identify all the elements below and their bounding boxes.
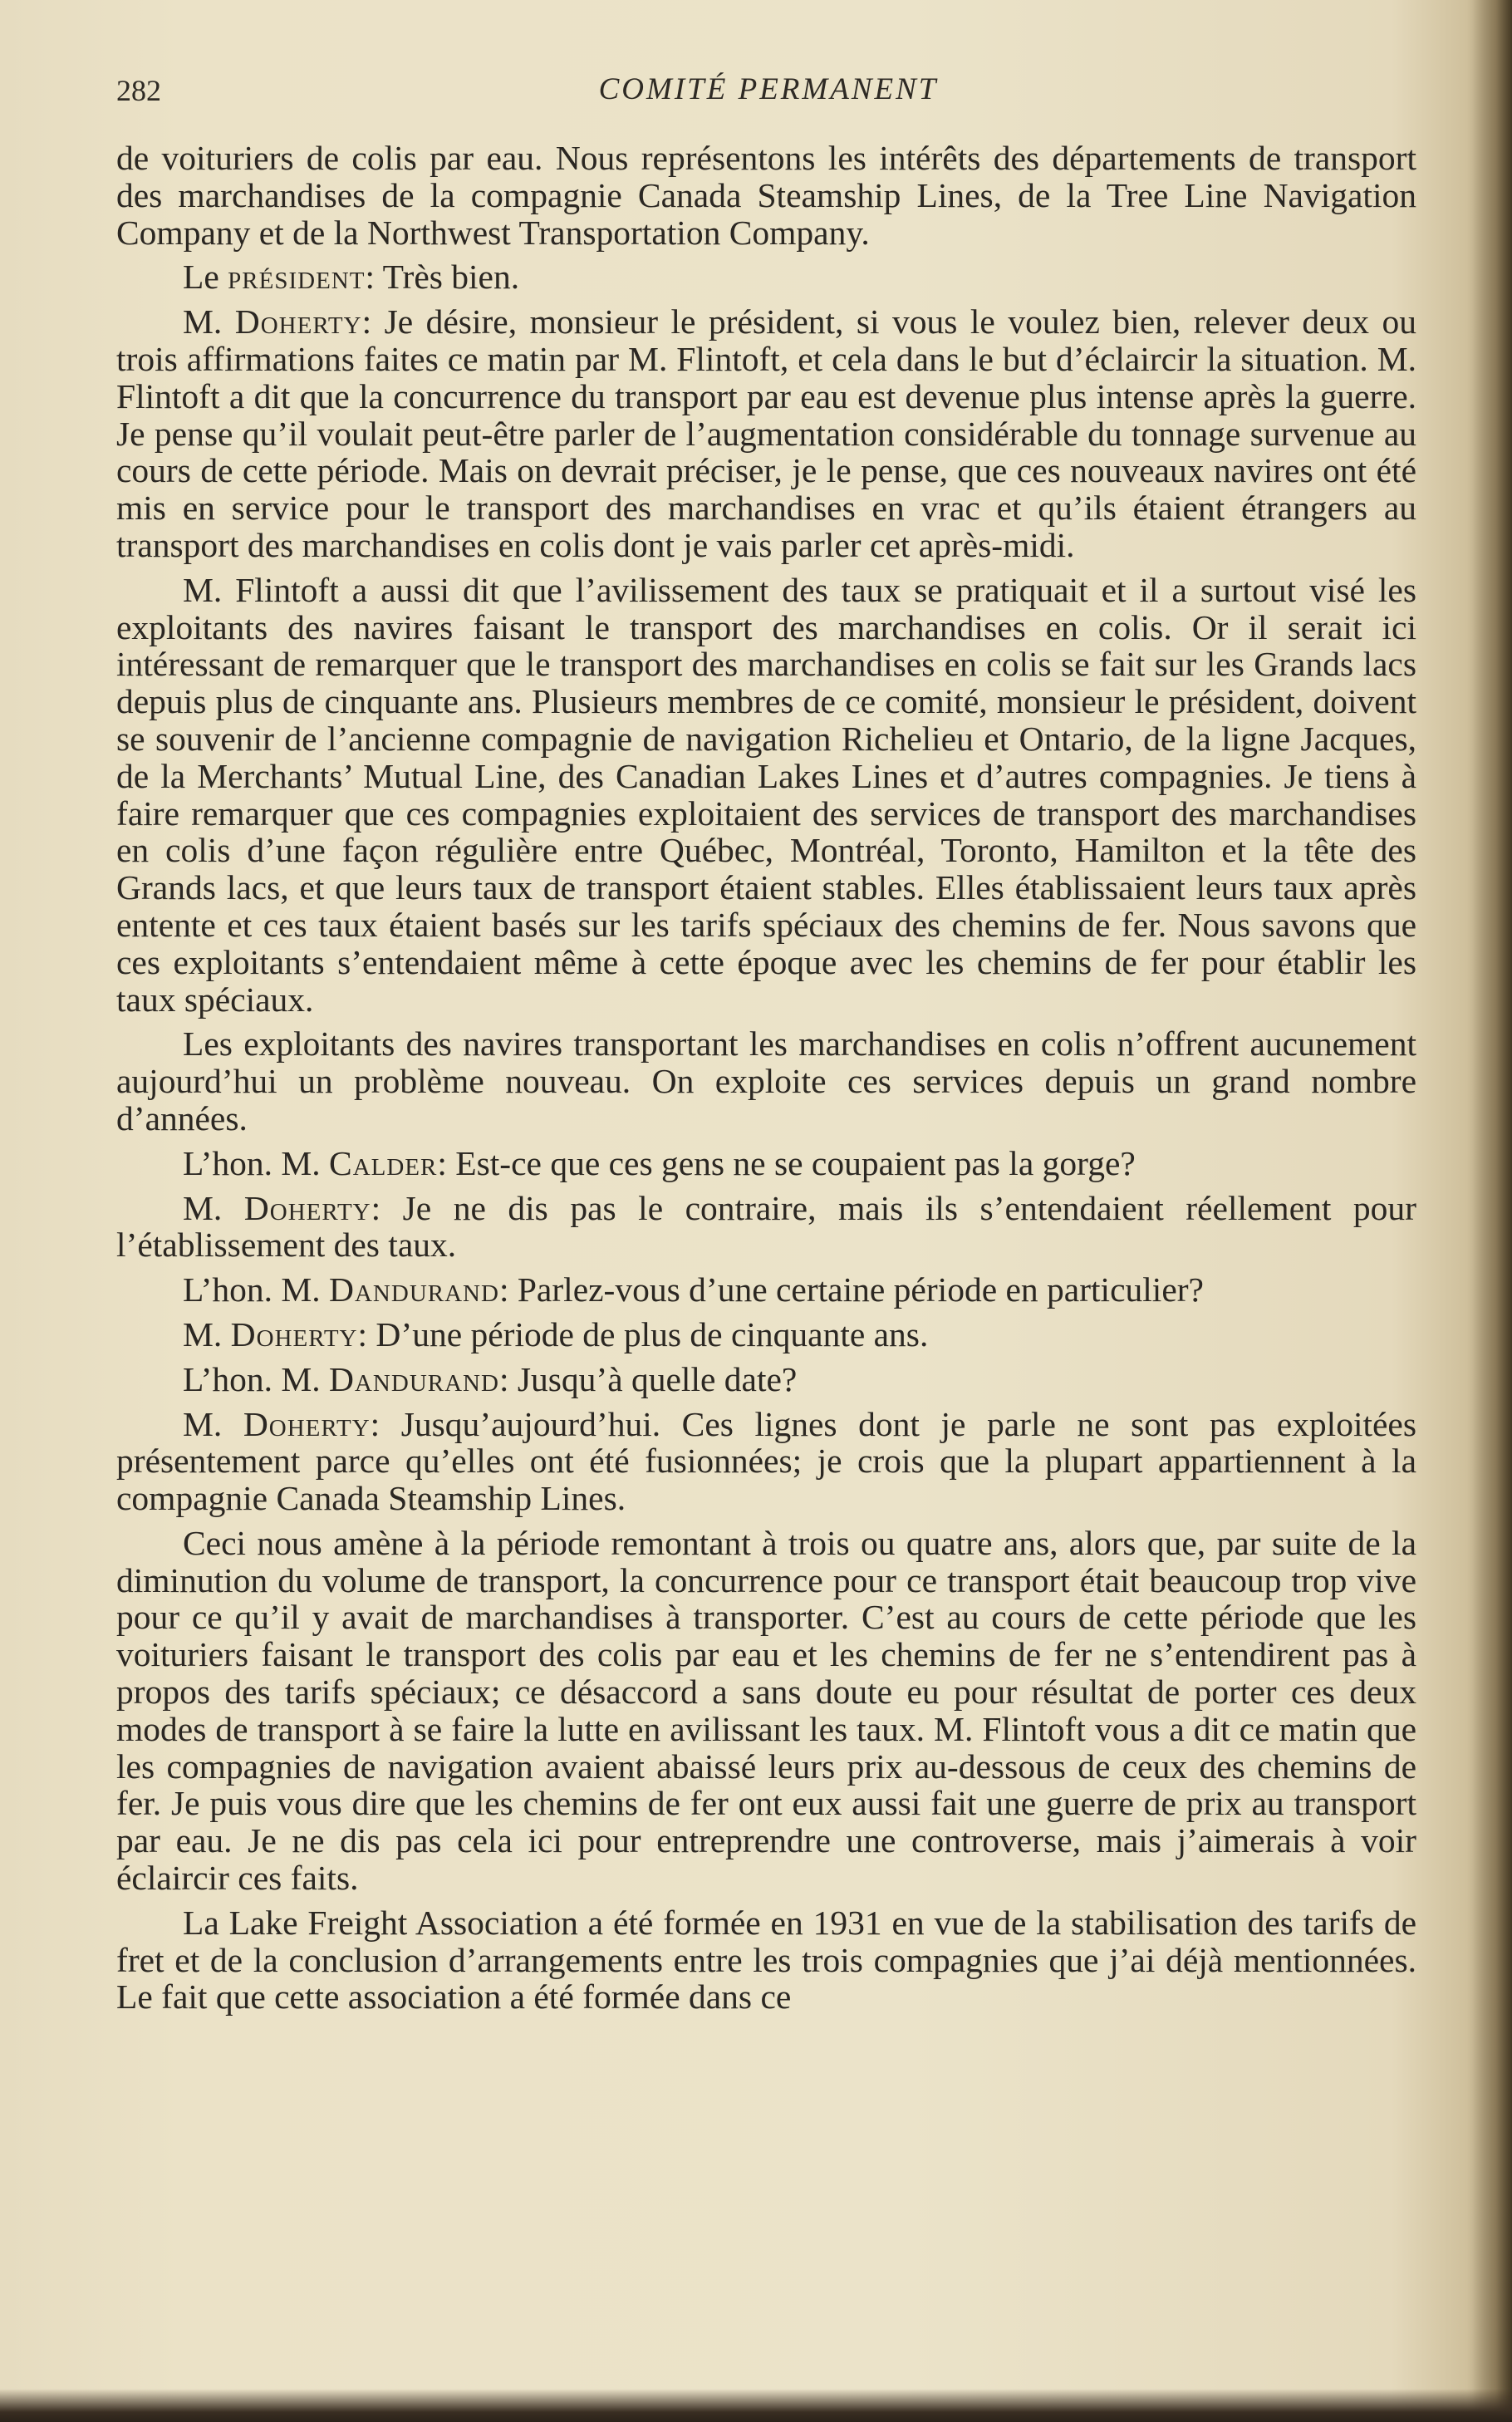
speaker-name: Doherty (243, 1188, 371, 1227)
dialogue-paragraph (116, 1145, 1416, 1182)
paragraph-text: Ceci nous amène à la période remontant à trois ou quatre ans, alors que, par suite de la diminution du volume de transport, la concurrence pour ce transport était beaucoup trop vive pour ce qu’il y avait de marchandises à transporter. C’est au cours de cette période que les voituriers faisant le transport des colis par eau et les chemins de fer ne s’entendirent pas à propos des tarifs spéciaux; ce désaccord a sans doute eu pour résultat de porter ces deux modes de transport à se faire la lutte en avilissant les taux. M. Flintoft vous a dit ce matin que les compagnies de navigation avaient abaissé leurs prix au-dessous de ceux des chemins de fer. Je puis vous dire que les chemins de fer ont eux aussi fait une guerre de prix au transport par eau. Je ne dis pas cela ici pour entreprendre une controverse, mais j’aimerais à voir éclaircir ces faits. (116, 1523, 1416, 1898)
page-header (116, 70, 1421, 120)
speaker-prefix: M. (183, 1404, 243, 1443)
dialogue-paragraph (116, 1271, 1416, 1309)
paragraph (116, 140, 1416, 251)
speaker-name: Doherty (243, 1404, 371, 1443)
paragraph-text: : Parlez-vous d’une certaine période en particulier? (498, 1270, 1204, 1309)
dialogue-paragraph (116, 258, 1416, 296)
paragraph-text: : Je désire, monsieur le président, si vous le voulez bien, relever deux ou trois affirmations faites ce matin par M. Flintoft, et cela dans le but d’éclaircir la situation. M. Flintoft a dit que la concurrence du transport par eau est devenue plus intense après la guerre. Je pense qu’il voulait peut-être parler de l’augmentation considérable du tonnage survenue au cours de cette période. Mais on devrait préciser, je le pense, que ces nouveaux navires ont été mis en service pour le transport des marchandises en vrac et qu’ils étaient étrangers au transport des marchandises en colis dont je vais parler cet après-midi. (116, 302, 1416, 564)
speaker-prefix: M. (183, 1314, 231, 1353)
speaker-name: Doherty (230, 1314, 358, 1353)
dialogue-paragraph (116, 1190, 1416, 1265)
speaker-prefix: L’hon. M. (183, 1143, 330, 1182)
paragraph (116, 572, 1416, 1019)
body-text (116, 140, 1416, 2023)
paragraph-text: : Jusqu’aujourd’hui. Ces lignes dont je parle ne sont pas exploitées présentement parce qu’elles ont été fusionnées; je crois que la plupart appartiennent à la compagnie Canada Steamship Lines. (116, 1404, 1416, 1518)
speaker-name: Dandurand (329, 1359, 499, 1398)
paragraph-text: Les exploitants des navires transportant les marchandises en colis n’offrent aucunement aujourd’hui un problème nouveau. On exploite ces services depuis un grand nombre d’années. (116, 1024, 1416, 1137)
paragraph-text: : Très bien. (365, 258, 520, 297)
paragraph (116, 1025, 1416, 1137)
speaker-name: Calder (329, 1143, 438, 1182)
paragraph-text: : Est-ce que ces gens ne se coupaient pas la gorge? (437, 1143, 1136, 1182)
scan-bottom-border (0, 2389, 1512, 2422)
speaker-prefix: L’hon. M. (183, 1270, 330, 1309)
paragraph-text: La Lake Freight Association a été formée en 1931 en vue de la stabilisation des tarifs de fret et de la conclusion d’arrangements entre les trois compagnies que j’ai déjà mentionnées. Le fait que cette association a été formée dans ce (116, 1903, 1416, 2017)
speaker-name: président (228, 258, 366, 297)
paragraph (116, 1904, 1416, 2016)
running-title: COMITÉ PERMANENT (598, 72, 939, 106)
dialogue-paragraph (116, 1316, 1416, 1353)
speaker-prefix: Le (183, 258, 228, 297)
page-number: 282 (116, 74, 161, 107)
paragraph-text: : D’une période de plus de cinquante ans. (357, 1314, 929, 1353)
paragraph-text: M. Flintoft a aussi dit que l’avilissement des taux se pratiquait et il a surtout visé les exploitants des navires faisant le transport des marchandises en colis. Or il serait ici intéressant de remarquer que le transport des marchandises en colis se fait sur les Grands lacs depuis plus de cinquante ans. Plusieurs membres de ce comité, monsieur le président, doivent se souvenir de l’ancienne compagnie de navigation Richelieu et Ontario, de la ligne Jacques, de la Merchants’ Mutual Line, des Canadian Lakes Lines et d’autres compagnies. Je tiens à faire remarquer que ces compagnies exploitaient des services de transport des marchandises en colis d’une façon régulière entre Québec, Montréal, Toronto, Hamilton et la tête des Grands lacs, et que leurs taux de transport étaient stables. Elles établissaient leurs taux après entente et ces taux étaient basés sur les tarifs spéciaux des chemins de fer. Nous savons que ces exploitants s’entendaient même à cette époque avec les chemins de fer pour établir les taux spéciaux. (116, 570, 1416, 1019)
speaker-name: Dandurand (329, 1270, 499, 1309)
speaker-prefix: M. (183, 1188, 244, 1227)
dialogue-paragraph (116, 1406, 1416, 1517)
paragraph-text: de voituriers de colis par eau. Nous représentons les intérêts des départements de transport des marchandises de la compagnie Canada Steamship Lines, de la Tree Line Navigation Company et de la Northwest Transportation Company. (116, 139, 1416, 252)
paragraph-text: : Jusqu’à quelle date? (498, 1359, 798, 1398)
paragraph-text: : Je ne dis pas le contraire, mais ils s’entendaient réellement pour l’établissement des taux. (116, 1188, 1416, 1265)
speaker-prefix: M. (183, 302, 235, 341)
speaker-name: Doherty (234, 302, 362, 341)
dialogue-paragraph (116, 303, 1416, 564)
paragraph (116, 1525, 1416, 1897)
dialogue-paragraph (116, 1361, 1416, 1398)
page-edge-shadow (1472, 0, 1512, 2422)
speaker-prefix: L’hon. M. (183, 1359, 330, 1398)
